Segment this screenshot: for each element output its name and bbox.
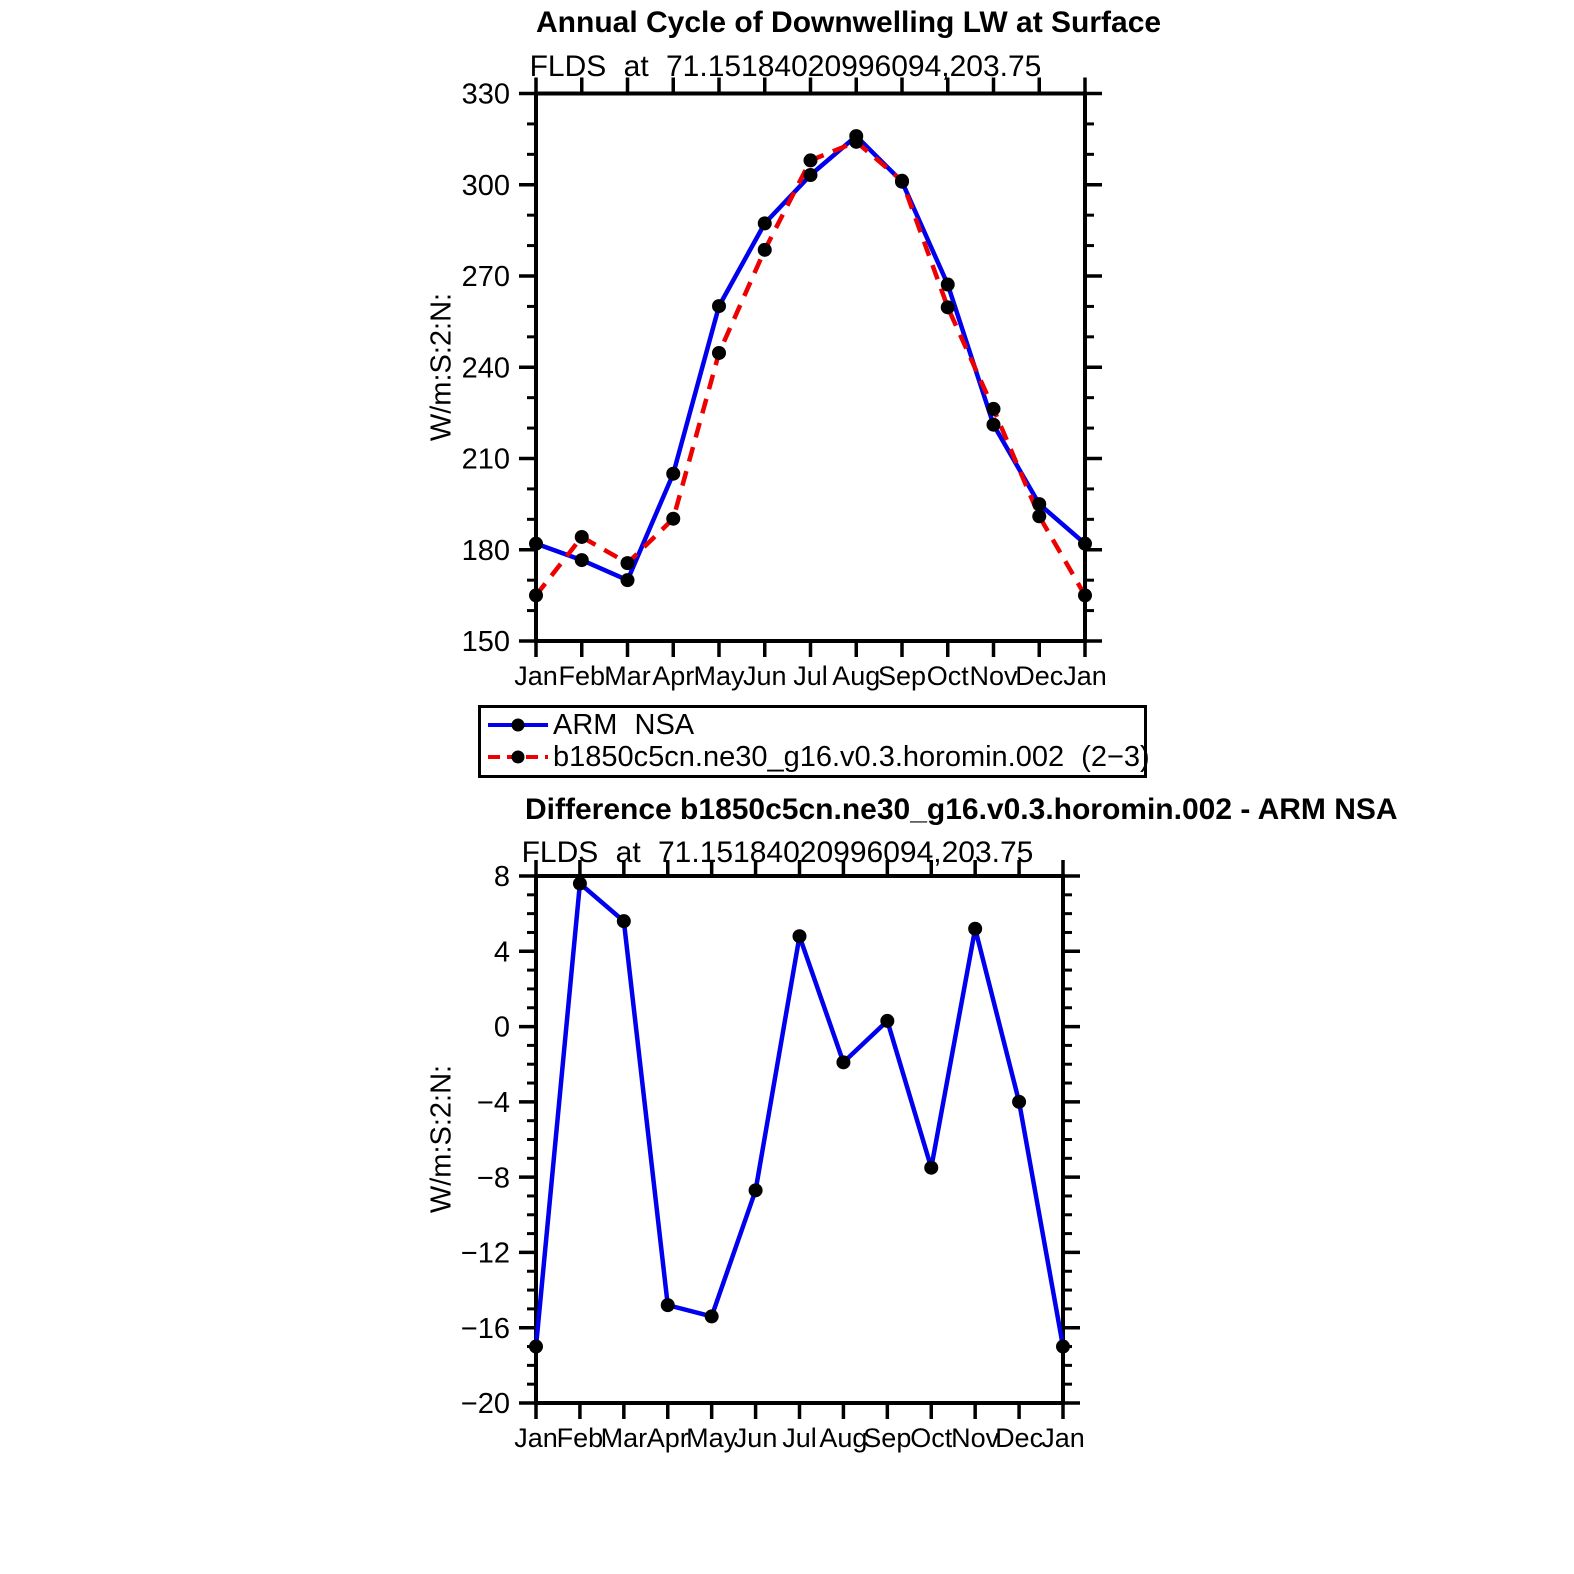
x-tick-label: Feb [556,1423,604,1453]
bottom-chart-subtitle: FLDS at 71.15184020996094,203.75 [521,836,1034,869]
x-tick-label: Feb [558,661,606,691]
x-tick-label: Nov [969,661,1018,691]
x-tick-label: Aug [832,661,881,691]
legend-item-arm-nsa [485,709,694,741]
x-tick-label: Dec [1015,661,1064,691]
y-tick-label: 300 [461,169,510,202]
y-tick-label: 4 [493,936,510,969]
x-tick-label: Apr [652,661,695,691]
x-tick-label: May [693,661,745,691]
x-tick-label: Oct [910,1423,953,1453]
y-tick-label: 270 [461,261,510,294]
y-tick-label: 8 [493,861,510,894]
series-markers-0 [529,129,1092,587]
y-tick-label: 180 [461,534,510,567]
x-tick-label: Jan [1063,661,1107,691]
legend [478,705,1150,778]
x-tick-label: Jul [782,1423,817,1453]
x-tick-label: Nov [951,1423,1000,1453]
legend-line-sample-solid [485,709,551,741]
x-tick-label: Jan [514,1423,558,1453]
legend-line-sample-dashed [485,741,551,773]
bottom-chart-title: Difference b1850c5cn.ne30_g16.v0.3.horomin.002 - ARM NSA [525,793,1398,826]
y-tick-label: 150 [461,626,510,659]
top-chart-title: Annual Cycle of Downwelling LW at Surface [536,6,1162,39]
top-chart-subtitle: FLDS at 71.15184020996094,203.75 [529,50,1042,83]
legend-item-model [485,741,1150,773]
x-tick-label: Jul [793,661,828,691]
y-tick-label: −8 [476,1162,510,1195]
y-tick-label: −20 [460,1388,510,1421]
x-tick-label: Aug [819,1423,868,1453]
x-tick-label: Dec [995,1423,1044,1453]
x-tick-label: Jun [742,661,787,691]
y-tick-label: 240 [461,352,510,385]
chart-0 [462,78,1107,692]
y-tick-label: −12 [460,1237,510,1270]
x-tick-label: Jun [733,1423,778,1453]
top-chart-y-axis-label: W/m:S:2:N: [425,292,458,442]
y-tick-label: 0 [493,1011,510,1044]
x-tick-label: Sep [877,661,927,691]
x-tick-label: Apr [646,1423,689,1453]
x-tick-label: May [686,1423,738,1453]
x-tick-label: Mar [604,661,651,691]
y-tick-label: 210 [461,443,510,476]
chart-1 [461,860,1085,1453]
y-tick-label: −4 [476,1087,510,1120]
bottom-chart-y-axis-label: W/m:S:2:N: [425,1064,458,1214]
y-tick-label: −16 [460,1312,510,1345]
series-line-0 [536,136,1085,580]
x-tick-label: Mar [600,1423,648,1453]
x-tick-label: Jan [1041,1423,1085,1453]
series-line-0 [536,884,1063,1347]
y-tick-label: 330 [461,78,510,111]
x-tick-label: Oct [926,661,969,691]
series-markers-1 [529,135,1092,603]
legend-label-arm-nsa: ARM NSA [553,708,695,741]
legend-label-model: b1850c5cn.ne30_g16.v0.3.horomin.002 (2−3) [553,740,1150,773]
x-tick-label: Jan [514,661,558,691]
series-line-1 [536,142,1085,596]
x-tick-label: Sep [863,1423,912,1453]
